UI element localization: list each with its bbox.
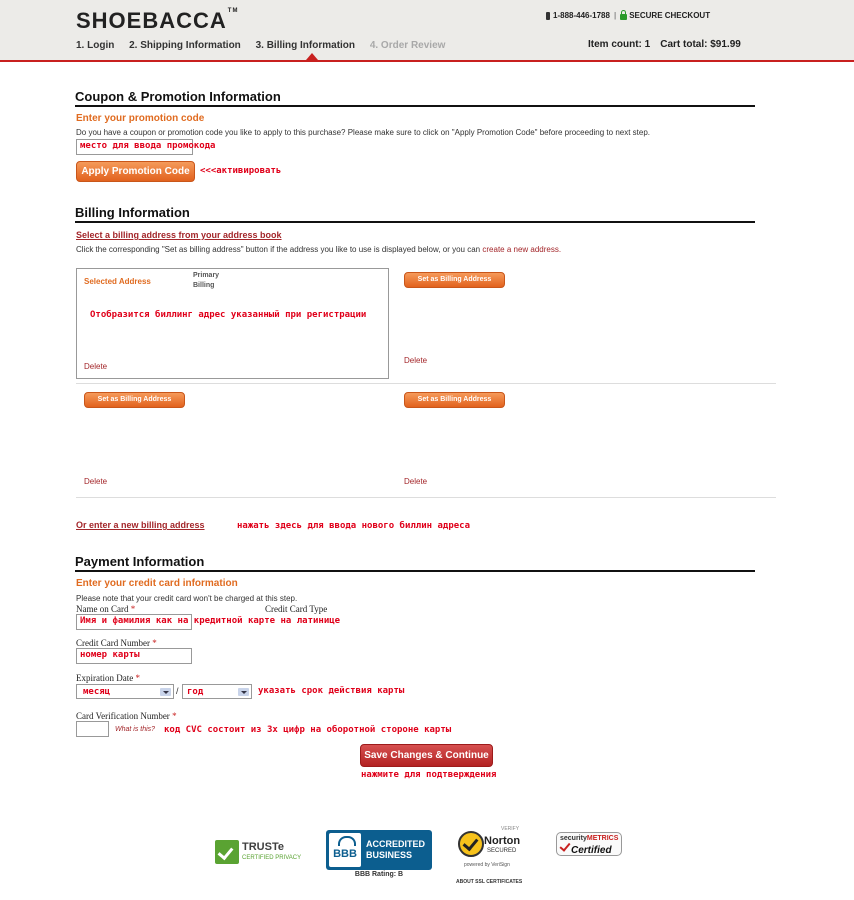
promo-description: Do you have a coupon or promotion code you like to apply to this purchase? Please make sure to click on "Apply Promotion Code" before proceeding to next step.	[76, 128, 651, 137]
month-select-value: месяц	[83, 687, 111, 697]
promo-input-annotation: место для ввода промокода	[80, 141, 216, 151]
billing-section-title: Billing Information	[75, 205, 190, 220]
cvv-input[interactable]	[76, 721, 109, 737]
lock-icon	[620, 14, 627, 20]
address-row-divider	[76, 383, 776, 384]
credit-card-heading: Enter your credit card information	[76, 578, 238, 589]
card-number-label: Credit Card Number *	[76, 638, 157, 648]
set-billing-button-2[interactable]: Set as Billing Address	[404, 272, 505, 288]
norton-secured-badge[interactable]: VERIFY Norton SECURED powered by VeriSign	[456, 826, 530, 872]
save-continue-button[interactable]: Save Changes & Continue	[360, 744, 493, 767]
coupon-divider	[75, 105, 755, 107]
active-step-pointer	[306, 53, 318, 60]
set-billing-button-3[interactable]: Set as Billing Address	[84, 392, 185, 408]
secure-checkout-label: SECURE CHECKOUT	[629, 11, 711, 20]
address-annotation: Отобразится биллинг адрес указанный при регистрации	[90, 310, 367, 320]
step-order-review: 4. Order Review	[369, 40, 446, 51]
payment-divider	[75, 570, 755, 572]
shoebacca-logo[interactable]: SHOEBACCA™	[76, 8, 239, 33]
select-address-heading: Select a billing address from your address book	[76, 230, 282, 240]
bbb-accredited-badge[interactable]: BBB ACCREDITED BUSINESS	[326, 830, 432, 870]
delete-address-3[interactable]: Delete	[84, 477, 108, 486]
chevron-down-icon	[238, 688, 249, 696]
cvv-label: Card Verification Number *	[76, 711, 177, 721]
delete-address-1[interactable]: Delete	[84, 362, 108, 371]
about-ssl-link[interactable]: ABOUT SSL CERTIFICATES	[456, 879, 523, 885]
header-contact: 1-888-446-1788 | SECURE CHECKOUT	[546, 11, 710, 20]
cart-summary	[588, 39, 741, 50]
promo-code-heading: Enter your promotion code	[76, 113, 205, 124]
cart-total: Cart total: $91.99	[660, 39, 741, 50]
step-billing: 3. Billing Information	[255, 40, 356, 51]
step-shipping[interactable]: 2. Shipping Information	[129, 40, 241, 51]
billing-instruction: Click the corresponding "Set as billing address" button if the address you like to use is displayed below, or you can create a new address.	[76, 245, 562, 254]
truste-badge[interactable]: TRUSTe CERTIFIED PRIVACY	[215, 838, 311, 868]
bbb-torch-icon: BBB	[329, 833, 361, 867]
step-login[interactable]: 1. Login	[76, 40, 115, 51]
chevron-down-icon	[160, 688, 171, 696]
norton-check-icon	[458, 831, 484, 857]
card-type-label: Credit Card Type	[265, 604, 328, 614]
card-number-annotation: номер карты	[80, 650, 140, 660]
apply-annotation: <<<активировать	[200, 166, 282, 176]
save-annotation: нажмите для подтверждения	[361, 770, 497, 780]
cvv-annotation: код CVC состоит из 3х цифр на оборотной стороне карты	[164, 725, 452, 735]
primary-billing-label: Primary Billing	[193, 272, 220, 289]
expiration-date-label: Expiration Date *	[76, 673, 140, 683]
address-list-bottom-divider	[76, 497, 776, 498]
phone-icon	[546, 12, 550, 20]
apply-promotion-button[interactable]: Apply Promotion Code	[76, 161, 195, 182]
item-count: Item count: 1	[588, 39, 651, 50]
year-select-value: год	[187, 687, 204, 697]
bbb-rating: BBB Rating: B	[354, 871, 404, 878]
what-is-this-link[interactable]: What is this?	[115, 726, 156, 733]
date-separator: /	[176, 686, 179, 696]
new-billing-address-link[interactable]: Or enter a new billing address	[76, 520, 205, 530]
phone-number: 1-888-446-1788	[553, 11, 610, 20]
delete-address-2[interactable]: Delete	[404, 356, 428, 365]
coupon-section-title: Coupon & Promotion Information	[75, 89, 281, 104]
name-on-card-label: Name on Card *	[76, 604, 136, 614]
set-billing-button-4[interactable]: Set as Billing Address	[404, 392, 505, 408]
create-new-address-link[interactable]: create a new address.	[482, 245, 562, 254]
billing-divider	[75, 221, 755, 223]
truste-check-icon	[215, 840, 239, 864]
selected-address-label: Selected Address	[84, 277, 151, 286]
expiration-year-select[interactable]	[182, 684, 252, 699]
name-annotation: Имя и фамилия как на кредитной карте на латинице	[80, 616, 341, 626]
securitymetrics-badge[interactable]: securityMETRICS Certified	[556, 832, 622, 856]
new-address-annotation: нажать здесь для ввода нового биллин адреса	[237, 521, 470, 531]
expiration-annotation: указать срок действия карты	[258, 686, 405, 696]
checkout-steps	[76, 40, 457, 51]
delete-address-4[interactable]: Delete	[404, 477, 428, 486]
expiration-month-select[interactable]	[76, 684, 174, 699]
payment-section-title: Payment Information	[75, 554, 205, 569]
payment-note: Please note that your credit card won't be charged at this step.	[76, 594, 298, 603]
